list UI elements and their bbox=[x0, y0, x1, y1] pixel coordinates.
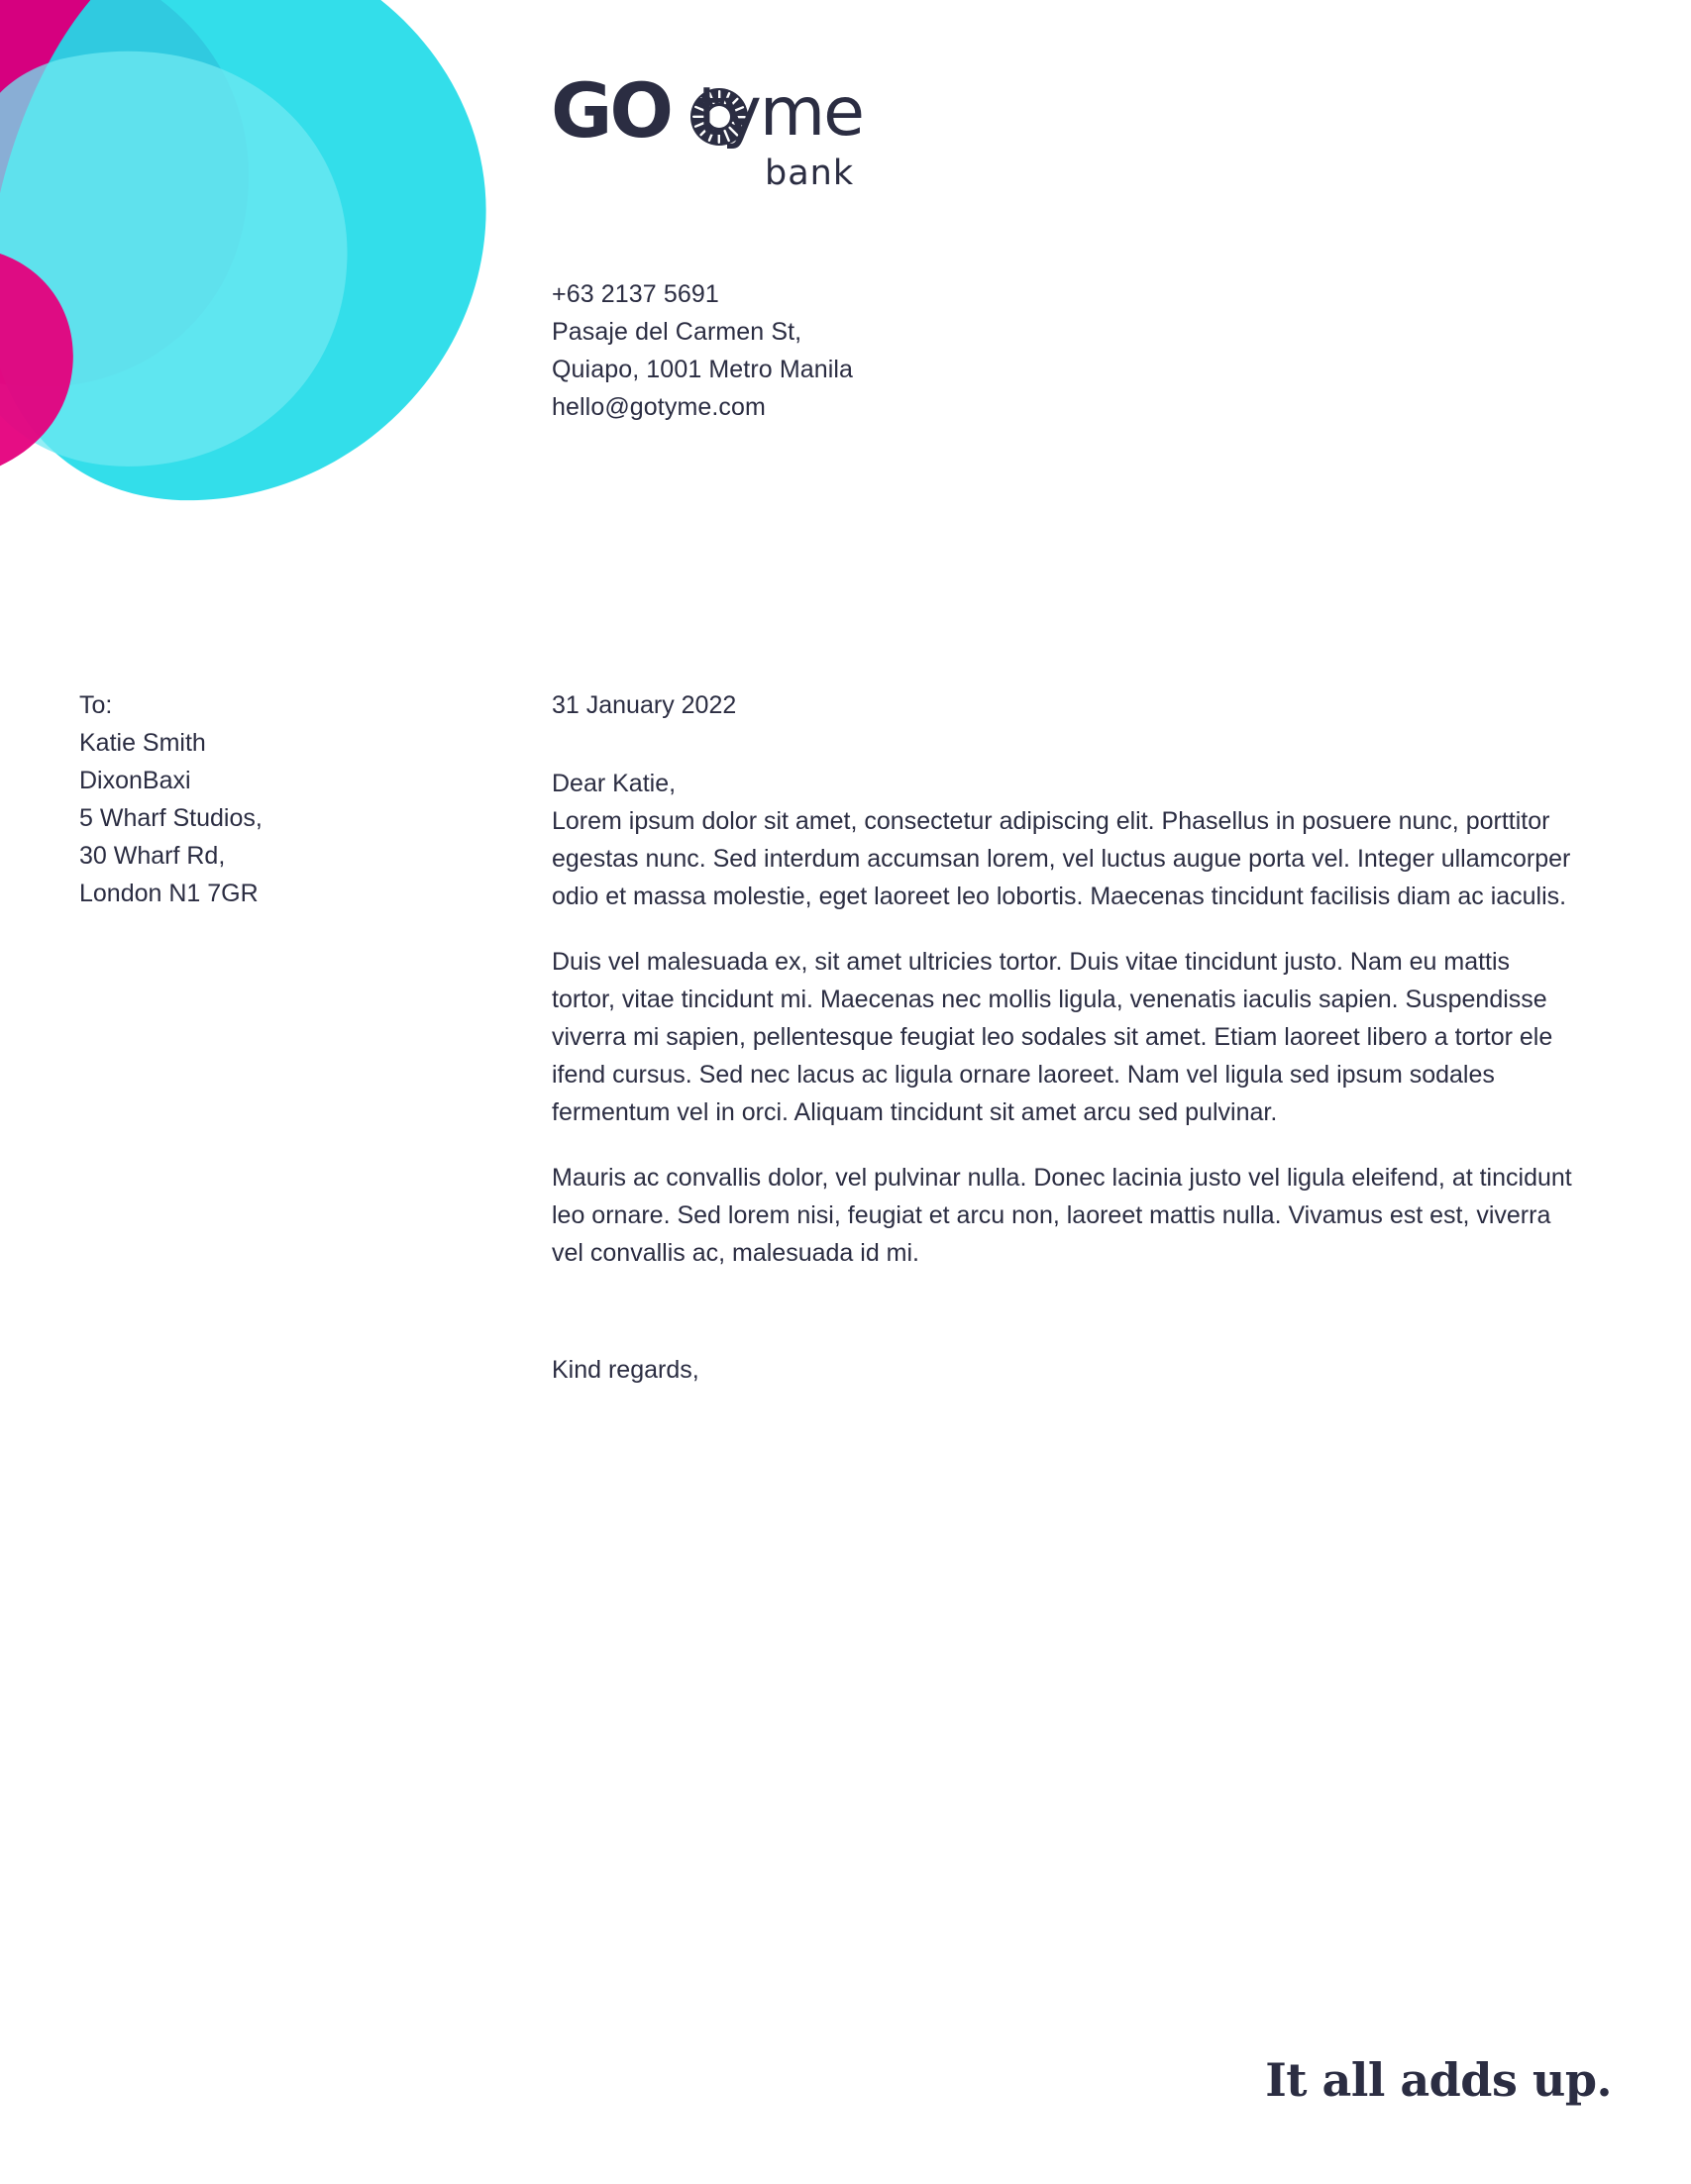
letter-date: 31 January 2022 bbox=[552, 691, 737, 719]
recipient-address-line-3: London N1 7GR bbox=[79, 880, 259, 907]
recipient-block bbox=[79, 686, 263, 912]
contact-address-line-1: Pasaje del Carmen St, bbox=[552, 318, 802, 346]
recipient-company: DixonBaxi bbox=[79, 767, 191, 794]
recipient-address-line-2: 30 Wharf Rd, bbox=[79, 842, 226, 870]
contact-block bbox=[552, 275, 853, 426]
letter-signoff: Kind regards, bbox=[552, 1356, 699, 1384]
recipient-label: To: bbox=[79, 691, 113, 719]
recipient-address-line-1: 5 Wharf Studios, bbox=[79, 804, 263, 832]
petal-cyan-light bbox=[0, 52, 348, 467]
letter-salutation: Dear Katie, bbox=[552, 770, 677, 797]
decorative-petal-graphic bbox=[0, 0, 515, 535]
brand-logo bbox=[551, 66, 878, 193]
petal-magenta-small bbox=[0, 247, 73, 480]
footer-tagline: It all adds up. bbox=[1265, 2053, 1612, 2107]
contact-phone: +63 2137 5691 bbox=[552, 280, 719, 308]
logo-go-text: GO bbox=[551, 66, 671, 155]
letter-paragraph-1: Lorem ipsum dolor sit amet, consectetur adipiscing elit. Phasellus in posuere nunc, porttitor egestas nunc. Sed interdum accumsan lorem, vel luctus augue porta vel. Integer ullamcorper odio et massa molestie, eget laoreet leo lobortis. Maecenas tincidunt facilisis diam ac iaculis. bbox=[552, 807, 1571, 910]
logo-bank-text: bank bbox=[765, 154, 855, 193]
recipient-name: Katie Smith bbox=[79, 729, 206, 757]
petal-magenta bbox=[0, 0, 249, 387]
letter-paragraph-3: Mauris ac convallis dolor, vel pulvinar nulla. Donec lacinia justo vel ligula eleifend, at tincidunt leo ornare. Sed lorem nisi, feugiat et arcu non, laoreet mattis nulla. Vivamus est est, viverra vel convallis ac, malesuada id mi. bbox=[552, 1164, 1572, 1267]
contact-email: hello@gotyme.com bbox=[552, 393, 766, 421]
logo-tyme-text: tyme bbox=[697, 73, 863, 152]
petal-cyan bbox=[0, 0, 486, 500]
letter-body bbox=[552, 686, 1572, 1389]
letter-paragraph-2: Duis vel malesuada ex, sit amet ultricies tortor. Duis vitae tincidunt justo. Nam eu mattis tortor, vitae tincidunt mi. Maecenas nec mollis ligula, venenatis iaculis sapien. Suspendisse viverra mi sapien, pellentesque feugiat leo sodales sit amet. Etiam laoreet libero a tortor ele ifend cursus. Sed nec lacus ac ligula ornare laoreet. Nam vel ligula sed ipsum sodales fermentum vel in orci. Aliquam tincidunt sit amet arcu sed pulvinar. bbox=[552, 948, 1553, 1126]
contact-address-line-2: Quiapo, 1001 Metro Manila bbox=[552, 356, 854, 383]
